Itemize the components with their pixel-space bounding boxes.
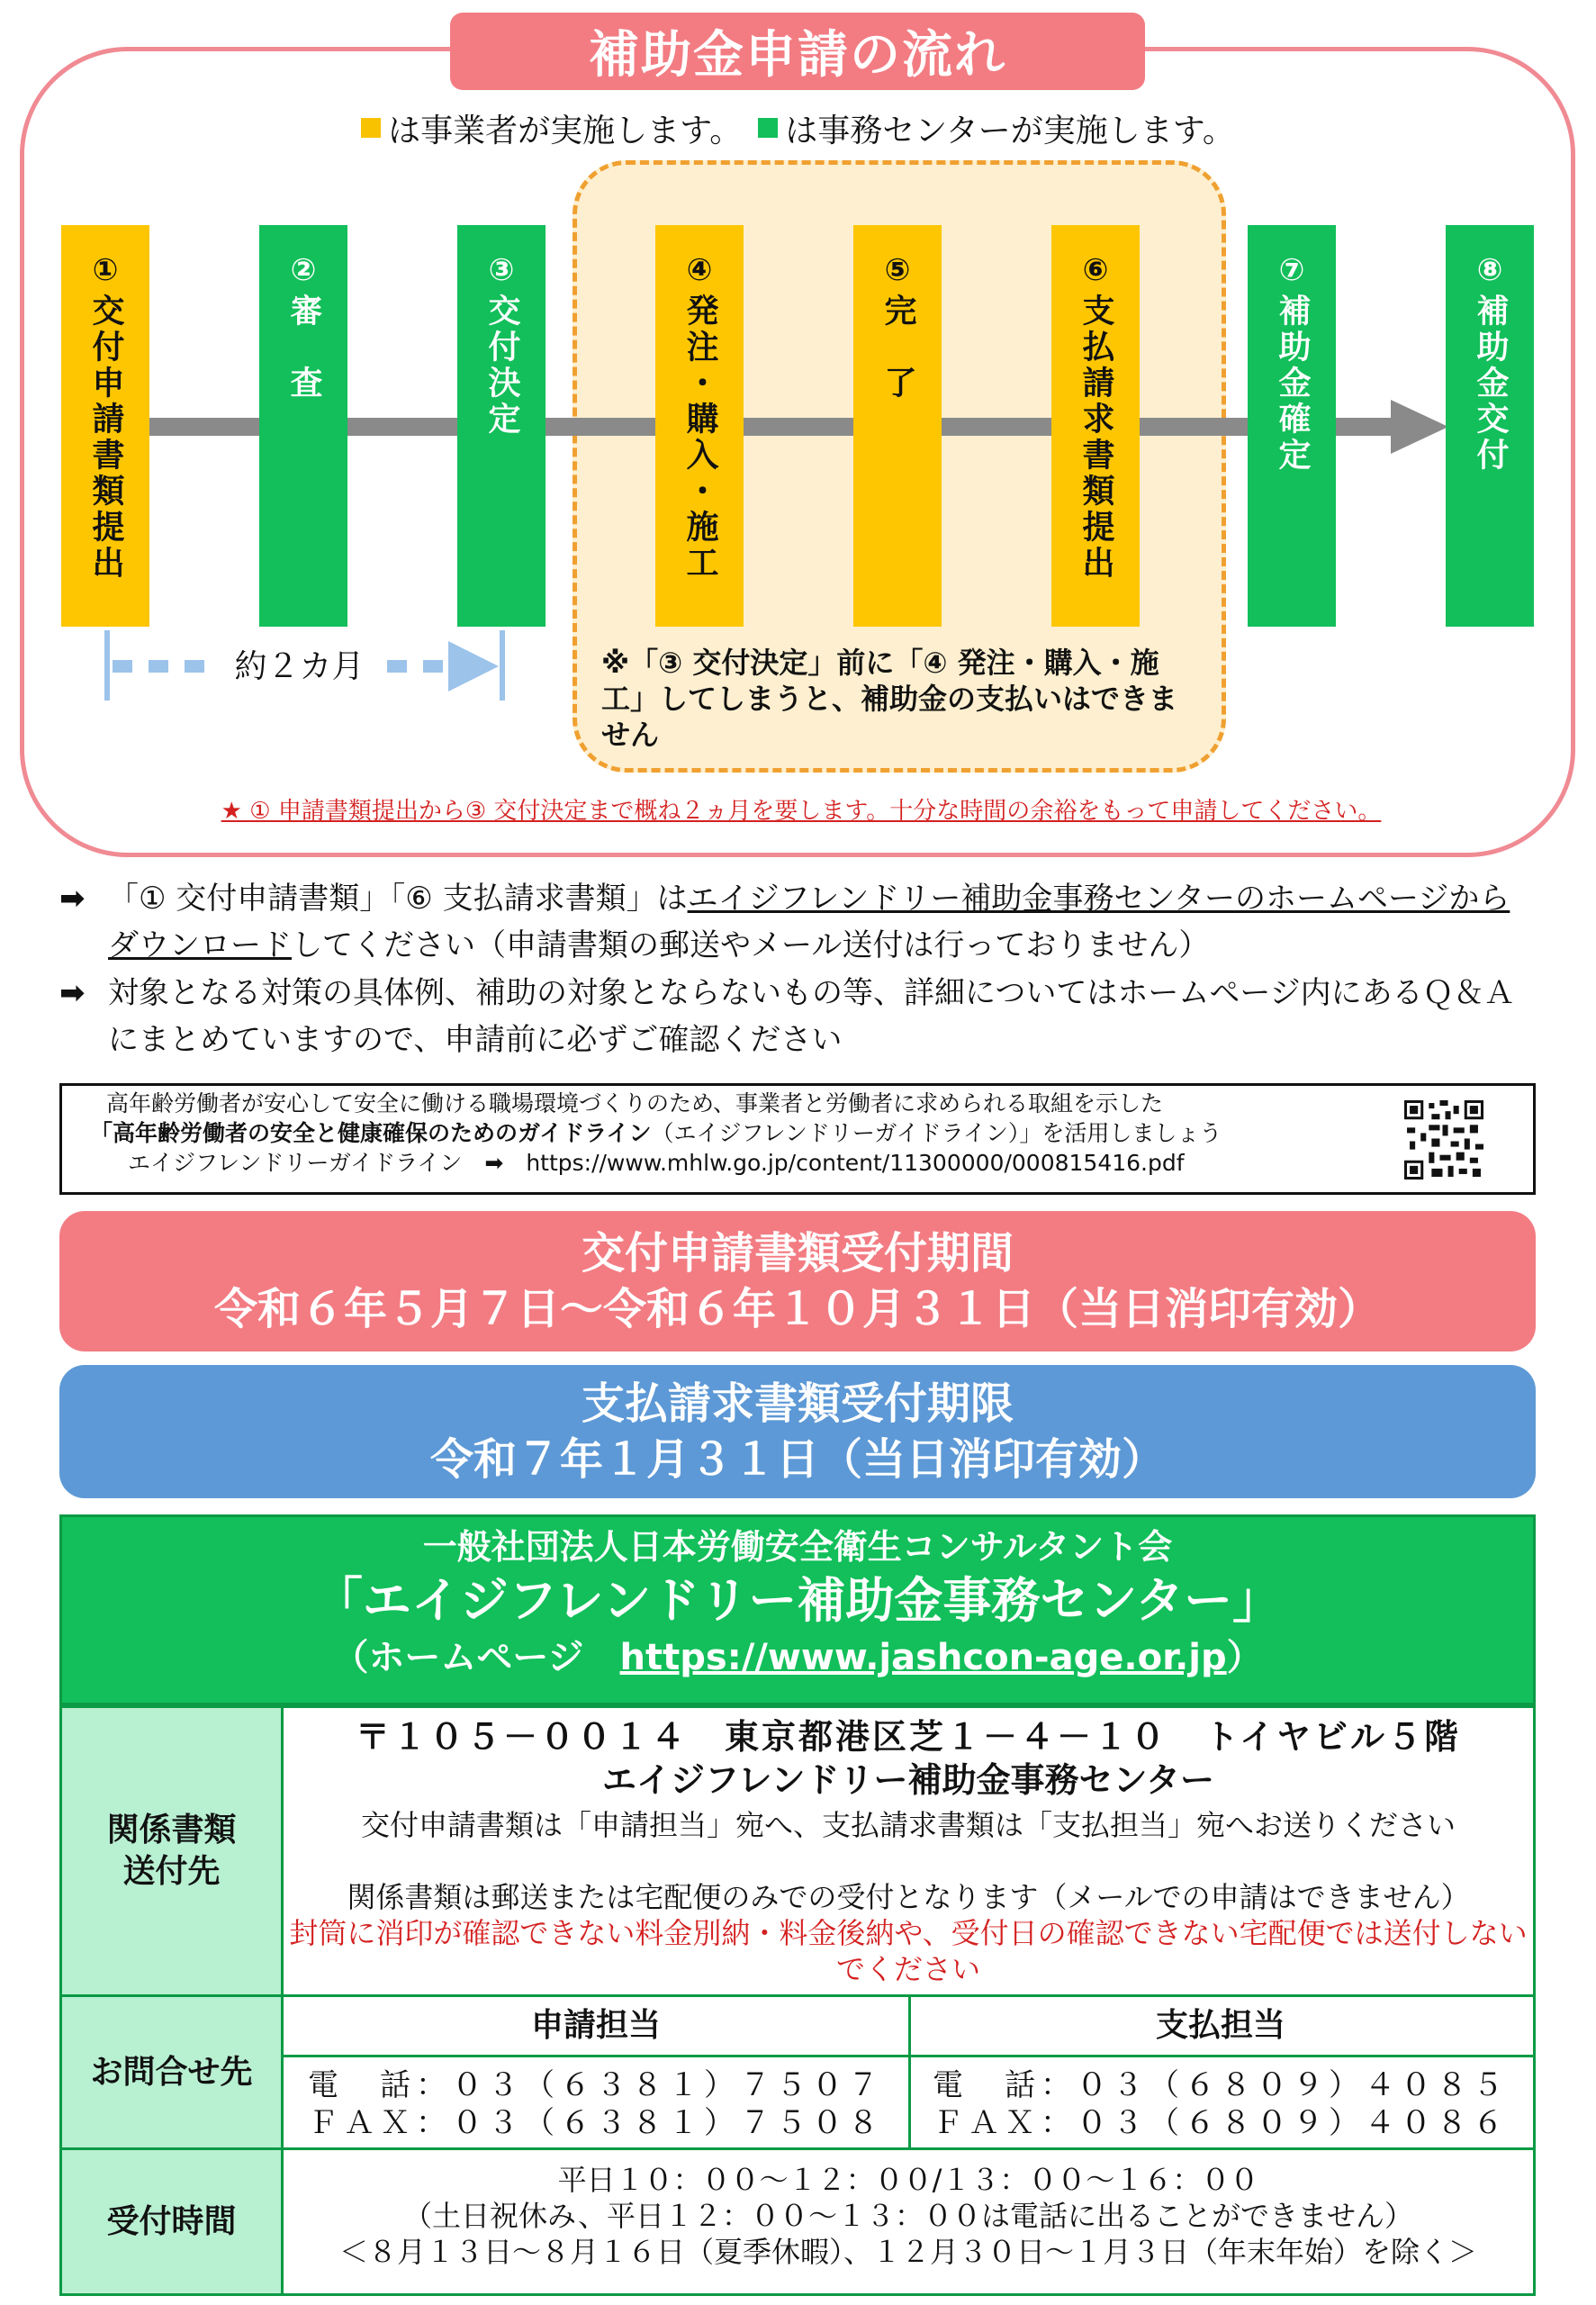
step-label: 補助金確定 [1274,294,1311,474]
step-5 [853,225,942,627]
step-4 [655,225,744,627]
center-address-name: エイジフレンドリー補助金事務センター [601,1760,1214,1800]
homepage-url[interactable]: https://www.jashcon-age.or.jp [619,1637,1227,1678]
guide-rest: （エイジフレンドリーガイドライン）」を活用しましょう [651,1120,1222,1146]
step-2 [259,225,347,627]
inquiry-header: お問合せ先 [62,1997,284,2147]
step-label: 審 査 [285,294,322,402]
step-label: 交付決定 [483,294,520,438]
arrow-right-icon: ➡ [59,881,86,917]
step-6 [1051,225,1140,627]
guide-line-1: 高年齢労働者が安心して安全に働ける職場環境づくりのため、事業者と労働者に求められる取組を示した [106,1090,1164,1116]
note-text: 対象となる対策の具体例、補助の対象とならないもの等、詳細についてはホームページ内にあるＱ＆Ａにまとめていますので、申請前に必ずご確認ください [108,975,1515,1058]
application-period-bar [59,1211,1536,1351]
mail-warning: 封筒に消印が確認できない料金別納・料金後納や、受付日の確認できない宅配便では送付しないでください [289,1916,1528,1986]
legend [0,101,1596,155]
green-square-icon [758,118,778,138]
hours-line-2: （土日祝休み、平日１２：００～１３：００は電話に出ることができません） [403,2199,1413,2233]
step-label: 交付申請書類提出 [87,294,124,582]
center-name: 「エイジフレンドリー補助金事務センター」 [313,1572,1282,1629]
step-label: 支払請求書類提出 [1078,294,1114,582]
homepage-close: ） [1226,1637,1263,1678]
homepage-line [62,1632,1533,1683]
send-note: 交付申請書類は「申請担当」宛へ、支払請求書類は「支払担当」宛へお送りください [360,1808,1456,1842]
step-1 [61,225,149,627]
hours-header: 受付時間 [62,2150,284,2293]
note-text: 「① 交付申請書類」「⑥ 支払請求書類」は [108,881,688,917]
pay-fax: ＦＡＸ：０３（６８０９）４０８６ [933,2105,1509,2141]
step-label: 完 了 [879,294,916,402]
legend-yellow: は事業者が実施します。 [388,112,743,149]
row-divider [284,2055,1533,2057]
mail-note: 関係書類は郵送または宅配便のみでの受付となります（メールでの申請はできません） [347,1880,1470,1914]
payment-deadline-title: 支払請求書類受付期限 [581,1378,1014,1429]
legend-green: は事務センターが実施します。 [785,112,1235,149]
caution-text: ※「③ 交付決定」前に「④ 発注・購入・施工」してしまうと、補助金の支払いはできません [601,646,1178,752]
apply-phone-block [284,2066,908,2142]
guide-title: 「高年齢労働者の安全と健康確保のためのガイドライン [90,1120,652,1146]
step-number: ④ [686,252,713,288]
qr-code-icon[interactable] [1404,1100,1483,1180]
organization-header [59,1514,1536,1705]
span-arrow-icon [448,641,499,692]
send-header: 関係書類 送付先 [62,1708,284,1994]
step-label: 発注・購入・施工 [681,294,718,582]
step-number: ① [92,252,119,288]
step-label: 補助金交付 [1472,294,1509,474]
span-label: 約２カ月 [234,648,365,685]
apply-dept: 申請担当 [530,2007,661,2044]
homepage-link[interactable]: エイジフレンドリー補助金事務センターのホームページからダウンロード [108,881,1510,963]
yellow-square-icon [361,118,381,138]
application-period-range: 令和６年５月７日～令和６年１０月３１日（当日消印有効） [213,1284,1381,1334]
guide-line-2 [90,1119,1222,1148]
payment-deadline-bar [59,1365,1536,1498]
step-7 [1248,225,1336,627]
apply-tel[interactable]: 電 話：０３（６３８１）７５０７ [308,2067,884,2103]
step-8 [1446,225,1534,627]
pay-tel[interactable]: 電 話：０３（６８０９）４０８５ [933,2067,1509,2103]
span-end-marker [500,630,505,701]
span-dash [113,660,212,673]
homepage-label: （ホームページ [332,1637,620,1678]
flow-arrow-icon [1391,400,1448,454]
step-number: ⑧ [1476,252,1503,288]
span-start-marker [104,630,110,701]
step-number: ⑥ [1082,252,1109,288]
postal-address: 〒１０５－００１４ 東京都港区芝１－４－１０ トイヤビル５階 [355,1717,1462,1757]
step-number: ⑤ [884,252,911,288]
step-number: ⑦ [1278,252,1305,288]
pay-dept: 支払担当 [1155,2007,1285,2044]
download-note [59,875,1536,969]
step-number: ③ [488,252,515,288]
apply-fax: ＦＡＸ：０３（６３８１）７５０８ [308,2105,884,2141]
organization-name: 一般社団法人日本労働安全衛生コンサルタント会 [422,1527,1173,1567]
step-3 [457,225,546,627]
star-note: ★ ① 申請書類提出から③ 交付決定まで概ね２ヵ月を要します。十分な時間の余裕をもって申請してください。 [221,798,1382,825]
guide-line-3[interactable]: エイジフレンドリーガイドライン ➡ https://www.mhlw.go.jp/content/11300000/000815416.pdf [128,1150,1185,1176]
hours-line-1: 平日１０：００～１２：００/１３：００～１６：００ [557,2163,1259,2197]
hours-line-3: ＜８月１３日～８月１６日（夏季休暇）、１２月３０日～１月３日（年末年始）を除く＞ [338,2235,1477,2269]
span-dash [387,660,450,673]
arrow-right-icon: ➡ [59,975,86,1011]
payment-deadline-date: 令和７年１月３１日（当日消印有効） [429,1434,1165,1485]
pay-phone-block [908,2066,1533,2142]
step-number: ② [290,252,317,288]
contact-table [59,1705,1536,2296]
flow-title: 補助金申請の流れ [450,13,1145,90]
application-period-title: 交付申請書類受付期間 [581,1228,1014,1279]
qa-note [59,970,1536,1063]
note-text: してください（申請書類の郵送やメール送付は行っておりません） [292,927,1210,963]
